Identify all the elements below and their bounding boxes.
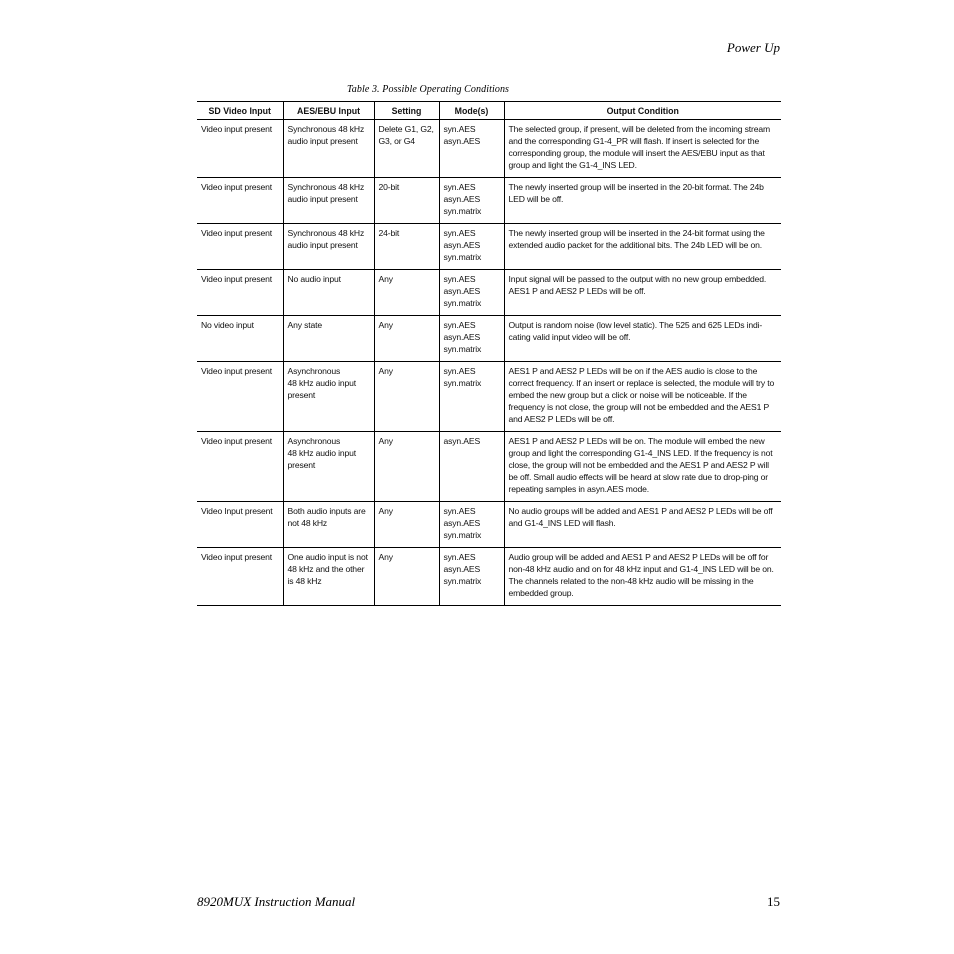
modes-cell: syn.AES asyn.AES syn.matrix [439, 502, 504, 548]
sd-video-input-cell: Video input present [197, 548, 283, 606]
sd-video-input-cell: Video input present [197, 224, 283, 270]
modes-cell: syn.AES syn.matrix [439, 362, 504, 432]
table-body [197, 120, 781, 606]
setting-cell: Any [374, 502, 439, 548]
output-condition-cell: AES1 P and AES2 P LEDs will be on. The module will embed the new group and light the corresponding G1-4_INS LED. If the frequency is not close, the group will not be embedded and the AES1 P and AES2 P will be off. Small audio effects will be heard at slow rate due to drop-ping or repeating samples in asyn.AES mode. [504, 432, 781, 502]
output-condition-cell: Input signal will be passed to the output with no new group embedded. AES1 P and AES2 P LEDs will be off. [504, 270, 781, 316]
aes-ebu-input-cell: Synchronous 48 kHz audio input present [283, 120, 374, 178]
setting-cell: Any [374, 362, 439, 432]
aes-ebu-input-cell: One audio input is not 48 kHz and the other is 48 kHz [283, 548, 374, 606]
table-row [197, 178, 781, 224]
setting-cell: Delete G1, G2, G3, or G4 [374, 120, 439, 178]
aes-ebu-input-cell: Synchronous 48 kHz audio input present [283, 178, 374, 224]
sd-video-input-cell: Video input present [197, 432, 283, 502]
manual-title-footer: 8920MUX Instruction Manual [197, 894, 356, 909]
sd-video-input-cell: Video input present [197, 362, 283, 432]
sd-video-input-cell: Video input present [197, 178, 283, 224]
operating-conditions-table [197, 101, 781, 606]
table-row [197, 432, 781, 502]
modes-cell: syn.AES asyn.AES syn.matrix [439, 316, 504, 362]
aes-ebu-input-cell: Asynchronous 48 kHz audio input present [283, 432, 374, 502]
aes-ebu-input-cell: No audio input [283, 270, 374, 316]
column-header-setting: Setting [374, 102, 439, 120]
modes-cell: syn.AES asyn.AES [439, 120, 504, 178]
output-condition-cell: The newly inserted group will be inserted in the 24-bit format using the extended audio packet for the additional bits. The 24b LED will be on. [504, 224, 781, 270]
table-row [197, 120, 781, 178]
sd-video-input-cell: Video input present [197, 120, 283, 178]
aes-ebu-input-cell: Synchronous 48 kHz audio input present [283, 224, 374, 270]
setting-cell: Any [374, 432, 439, 502]
output-condition-cell: The newly inserted group will be inserted in the 20-bit format. The 24b LED will be off. [504, 178, 781, 224]
section-header: Power Up [726, 40, 780, 55]
table-row [197, 502, 781, 548]
column-header-sd-video-input: SD Video Input [197, 102, 283, 120]
sd-video-input-cell: Video input present [197, 270, 283, 316]
table-row [197, 362, 781, 432]
sd-video-input-cell: No video input [197, 316, 283, 362]
column-header-aes-ebu-input: AES/EBU Input [283, 102, 374, 120]
setting-cell: 20-bit [374, 178, 439, 224]
table-row [197, 224, 781, 270]
modes-cell: syn.AES asyn.AES syn.matrix [439, 224, 504, 270]
aes-ebu-input-cell: Any state [283, 316, 374, 362]
output-condition-cell: Output is random noise (low level static). The 525 and 625 LEDs indi-cating valid input video will be off. [504, 316, 781, 362]
table-caption: Table 3. Possible Operating Conditions [347, 84, 510, 95]
table-row [197, 548, 781, 606]
table-header-row [197, 102, 781, 120]
setting-cell: Any [374, 270, 439, 316]
table-row [197, 270, 781, 316]
aes-ebu-input-cell: Both audio inputs are not 48 kHz [283, 502, 374, 548]
page-number: 15 [767, 894, 780, 909]
setting-cell: Any [374, 548, 439, 606]
output-condition-cell: Audio group will be added and AES1 P and AES2 P LEDs will be off for non-48 kHz audio and on for 48 kHz input and G1-4_INS LED will be on. The channels related to the non-48 kHz audio will be missing in the embedded group. [504, 548, 781, 606]
modes-cell: syn.AES asyn.AES syn.matrix [439, 178, 504, 224]
output-condition-cell: No audio groups will be added and AES1 P and AES2 P LEDs will be off and G1-4_INS LED will flash. [504, 502, 781, 548]
modes-cell: asyn.AES [439, 432, 504, 502]
column-header-modes: Mode(s) [439, 102, 504, 120]
sd-video-input-cell: Video Input present [197, 502, 283, 548]
output-condition-cell: AES1 P and AES2 P LEDs will be on if the AES audio is close to the correct frequency. If an insert or replace is selected, the module will try to embed the new group but a click or noise will be noticeable. If the frequency is not close, the group will not be embedded and the AES1 P and AES2 P LEDs will be off. [504, 362, 781, 432]
aes-ebu-input-cell: Asynchronous 48 kHz audio input present [283, 362, 374, 432]
output-condition-cell: The selected group, if present, will be deleted from the incoming stream and the corresponding G1-4_PR will flash. If insert is selected for the corresponding group, the module will insert the AES/EBU input as that group and light the G1-4_INS LED. [504, 120, 781, 178]
column-header-output-condition: Output Condition [504, 102, 781, 120]
modes-cell: syn.AES asyn.AES syn.matrix [439, 548, 504, 606]
table-row [197, 316, 781, 362]
setting-cell: Any [374, 316, 439, 362]
setting-cell: 24-bit [374, 224, 439, 270]
modes-cell: syn.AES asyn.AES syn.matrix [439, 270, 504, 316]
